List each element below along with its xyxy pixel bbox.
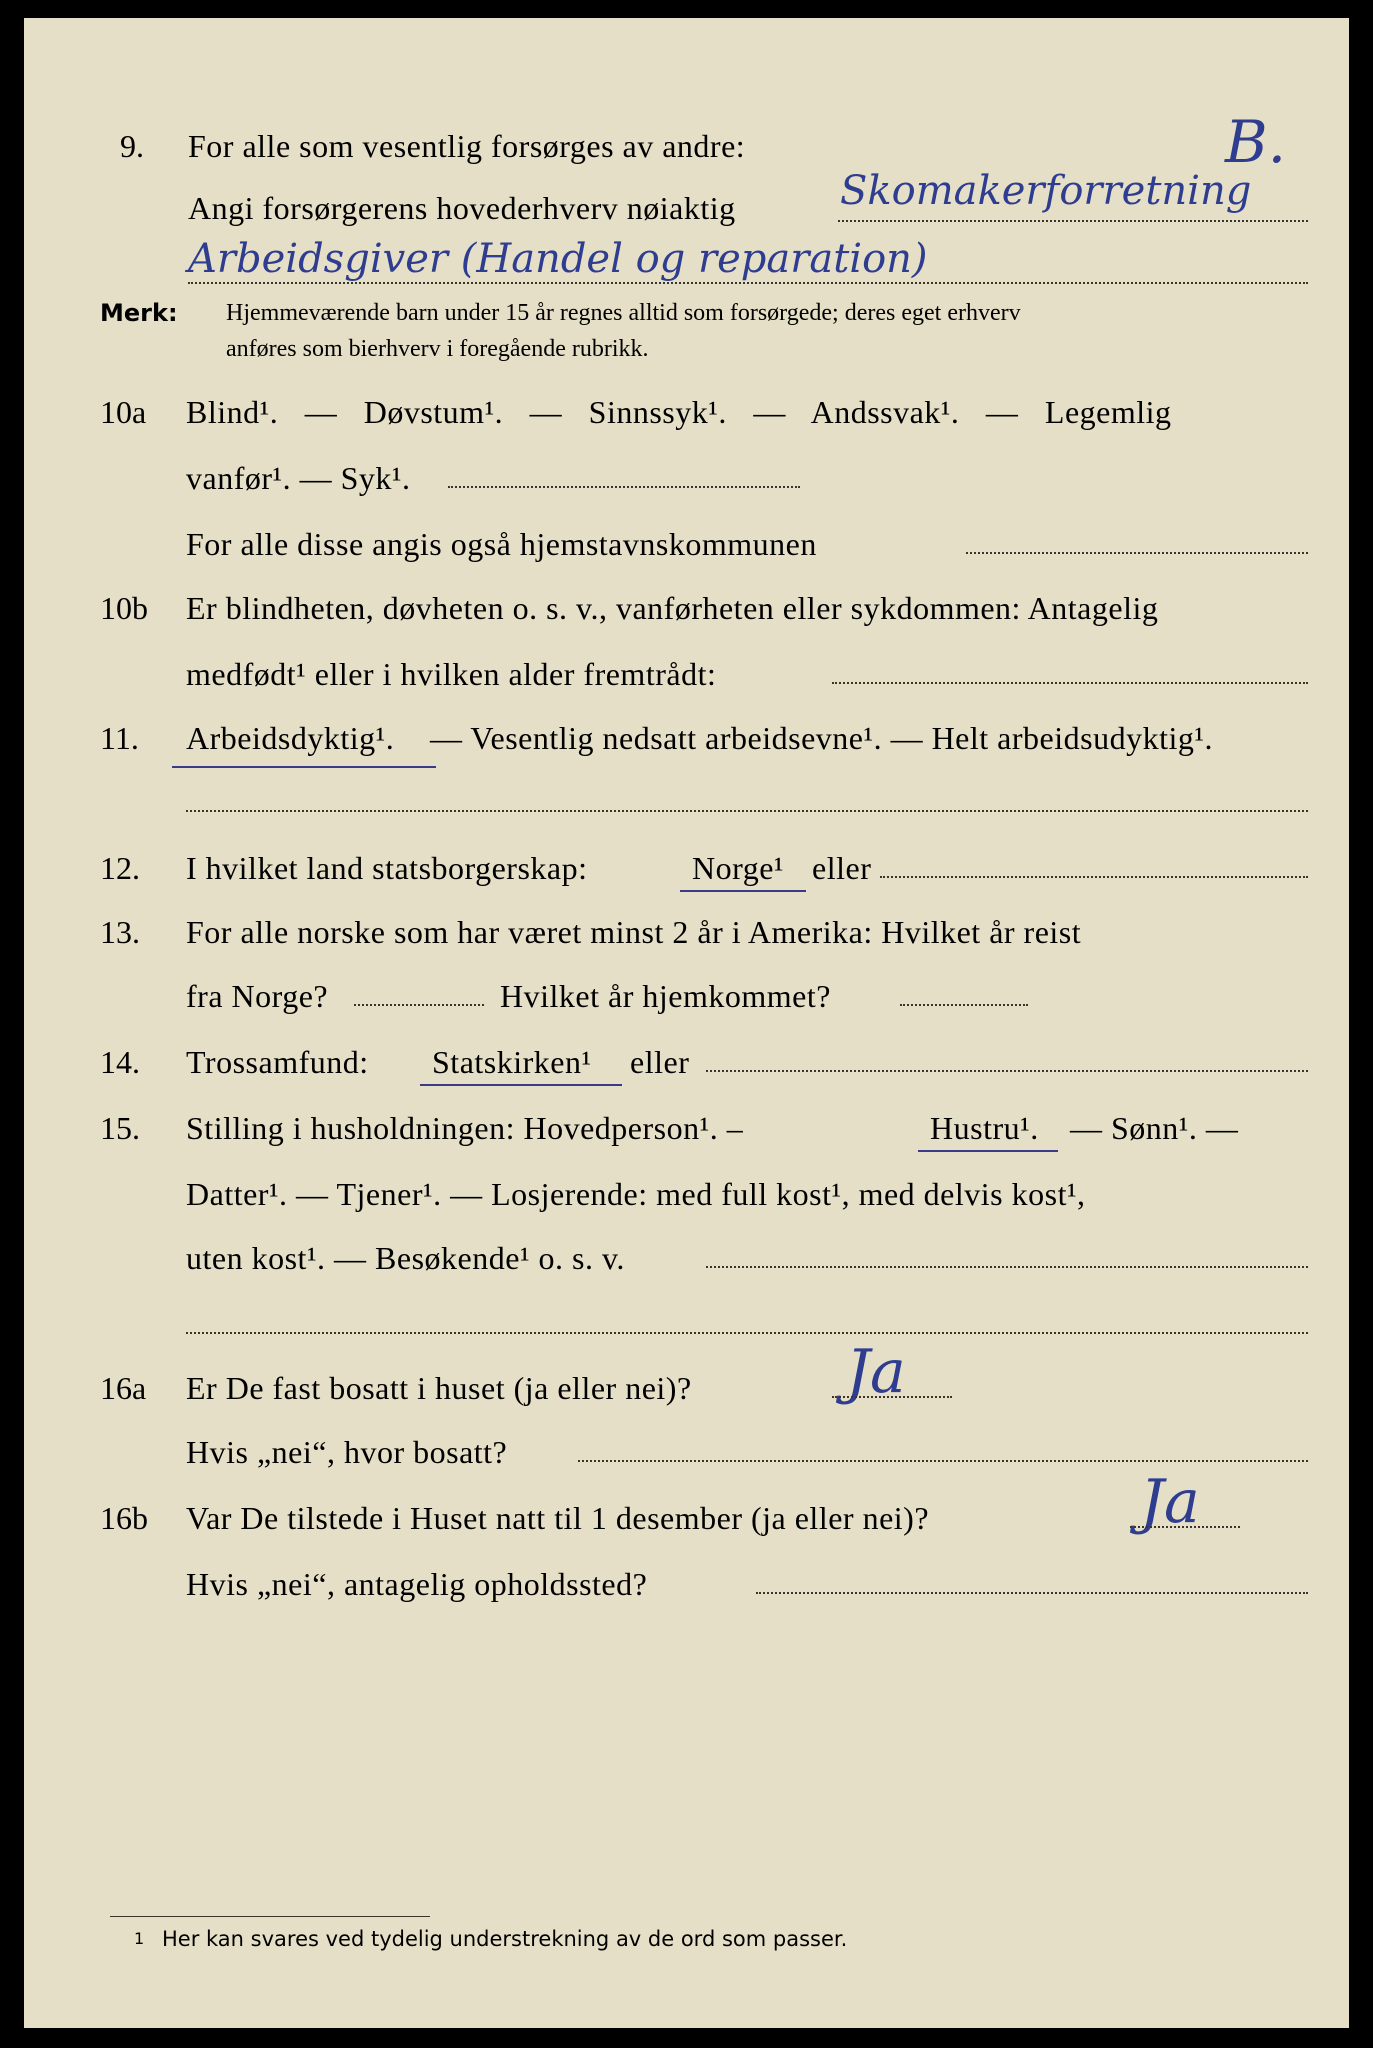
q14-handwritten-underline	[420, 1084, 622, 1086]
q10a-line3-answer[interactable]	[966, 552, 1308, 554]
q14-answer-line[interactable]	[706, 1070, 1308, 1072]
q15-answer-line2[interactable]	[186, 1332, 1308, 1334]
q15-pre: Stilling i husholdningen: Hovedperson¹. –	[186, 1110, 744, 1146]
q10a-line2-answer[interactable]	[448, 486, 800, 488]
q9-answer-line2	[188, 282, 1308, 284]
q12-number: 12.	[100, 850, 140, 886]
footnote-rule	[110, 1916, 430, 1917]
merk-label: Merk:	[100, 299, 178, 327]
q13-hjemkommet-answer[interactable]	[900, 1004, 1028, 1006]
q16a-answer-line	[832, 1396, 952, 1398]
q16b-opholdssted-answer[interactable]	[756, 1592, 1308, 1594]
q12-handwritten-underline	[680, 890, 806, 892]
q14-post: eller	[630, 1044, 690, 1080]
q10b-number: 10b	[100, 590, 148, 626]
merk-line1: Hjemmeværende barn under 15 år regnes alltid som forsørgede; deres eget erhverv	[226, 300, 1021, 326]
q11-handwritten-underline	[172, 766, 436, 768]
q16b-line1: Var De tilstede i Huset natt til 1 desember (ja eller nei)?	[186, 1500, 930, 1536]
q9-answer-line	[838, 220, 1308, 222]
q11-rest: — Vesentlig nedsatt arbeidsevne¹. — Helt arbeidsudyktig¹.	[430, 720, 1213, 756]
q11-underlined: Arbeidsdyktig¹.	[186, 720, 395, 756]
q9-handwritten-answer2[interactable]: Arbeidsgiver (Handel og reparation)	[188, 236, 928, 282]
q9-number: 9.	[120, 128, 144, 164]
q14-number: 14.	[100, 1044, 140, 1080]
q10a-line3: For alle disse angis også hjemstavnskommunen	[186, 526, 817, 562]
q15-underlined: Hustru¹.	[930, 1110, 1039, 1146]
q13-line1: For alle norske som har været minst 2 år i Amerika: Hvilket år reist	[186, 914, 1082, 950]
q10b-answer[interactable]	[832, 682, 1308, 684]
q14-pre: Trossamfund:	[186, 1044, 369, 1080]
q12-pre: I hvilket land statsborgerskap:	[186, 850, 588, 886]
q10b-line1: Er blindheten, døvheten o. s. v., vanførheten eller sykdommen: Antagelig	[186, 590, 1159, 626]
q15-answer-line[interactable]	[706, 1266, 1308, 1268]
q10b-line2: medfødt¹ eller i hvilken alder fremtrådt:	[186, 656, 717, 692]
q13-line2a: fra Norge?	[186, 978, 329, 1014]
q9-handwritten-answer1[interactable]: Skomakerforretning	[840, 168, 1252, 214]
q16b-handwritten-answer[interactable]: Ja	[1140, 1467, 1200, 1537]
q10a-number: 10a	[100, 394, 147, 430]
q16a-number: 16a	[100, 1370, 147, 1406]
q15-line2: Datter¹. — Tjener¹. — Losjerende: med full kost¹, med delvis kost¹,	[186, 1176, 1086, 1212]
q10a-line2: vanfør¹. — Syk¹.	[186, 460, 411, 496]
footnote-mark: 1	[134, 1929, 145, 1948]
q12-underlined: Norge¹	[692, 850, 784, 886]
q12-post: eller	[812, 850, 872, 886]
footnote-text: Her kan svares ved tydelig understrekning av de ord som passer.	[162, 1927, 848, 1951]
q13-number: 13.	[100, 914, 140, 950]
q16a-line1: Er De fast bosatt i huset (ja eller nei)?	[186, 1370, 692, 1406]
q13-reist-answer[interactable]	[354, 1004, 484, 1006]
q16a-line2: Hvis „nei“, hvor bosatt?	[186, 1434, 508, 1470]
q9-line1: For alle som vesentlig forsørges av andre:	[188, 128, 746, 164]
q15-handwritten-underline	[918, 1150, 1058, 1152]
q16a-handwritten-answer[interactable]: Ja	[846, 1337, 906, 1407]
q16b-line2: Hvis „nei“, antagelig opholdssted?	[186, 1566, 648, 1602]
q11-number: 11.	[100, 720, 139, 756]
q15-number: 15.	[100, 1110, 140, 1146]
q10a-line1: Blind¹. — Døvstum¹. — Sinnssyk¹. — Andssvak¹. — Legemlig	[186, 394, 1172, 430]
merk-line2: anføres som bierhverv i foregående rubrikk.	[226, 336, 649, 362]
q9-handwritten-mark: B.	[1225, 108, 1287, 176]
q15-line3: uten kost¹. — Besøkende¹ o. s. v.	[186, 1240, 625, 1276]
q16b-answer-line	[1130, 1526, 1240, 1528]
q12-answer-line[interactable]	[880, 876, 1308, 878]
q13-line2b: Hvilket år hjemkommet?	[500, 978, 831, 1014]
q9-line2: Angi forsørgerens hovederhverv nøiaktig	[188, 190, 736, 226]
q15-post: — Sønn¹. —	[1070, 1110, 1239, 1146]
q16b-number: 16b	[100, 1500, 148, 1536]
q14-underlined: Statskirken¹	[432, 1044, 592, 1080]
q11-answer-line[interactable]	[186, 810, 1308, 812]
q16a-bosatt-answer[interactable]	[578, 1460, 1308, 1462]
